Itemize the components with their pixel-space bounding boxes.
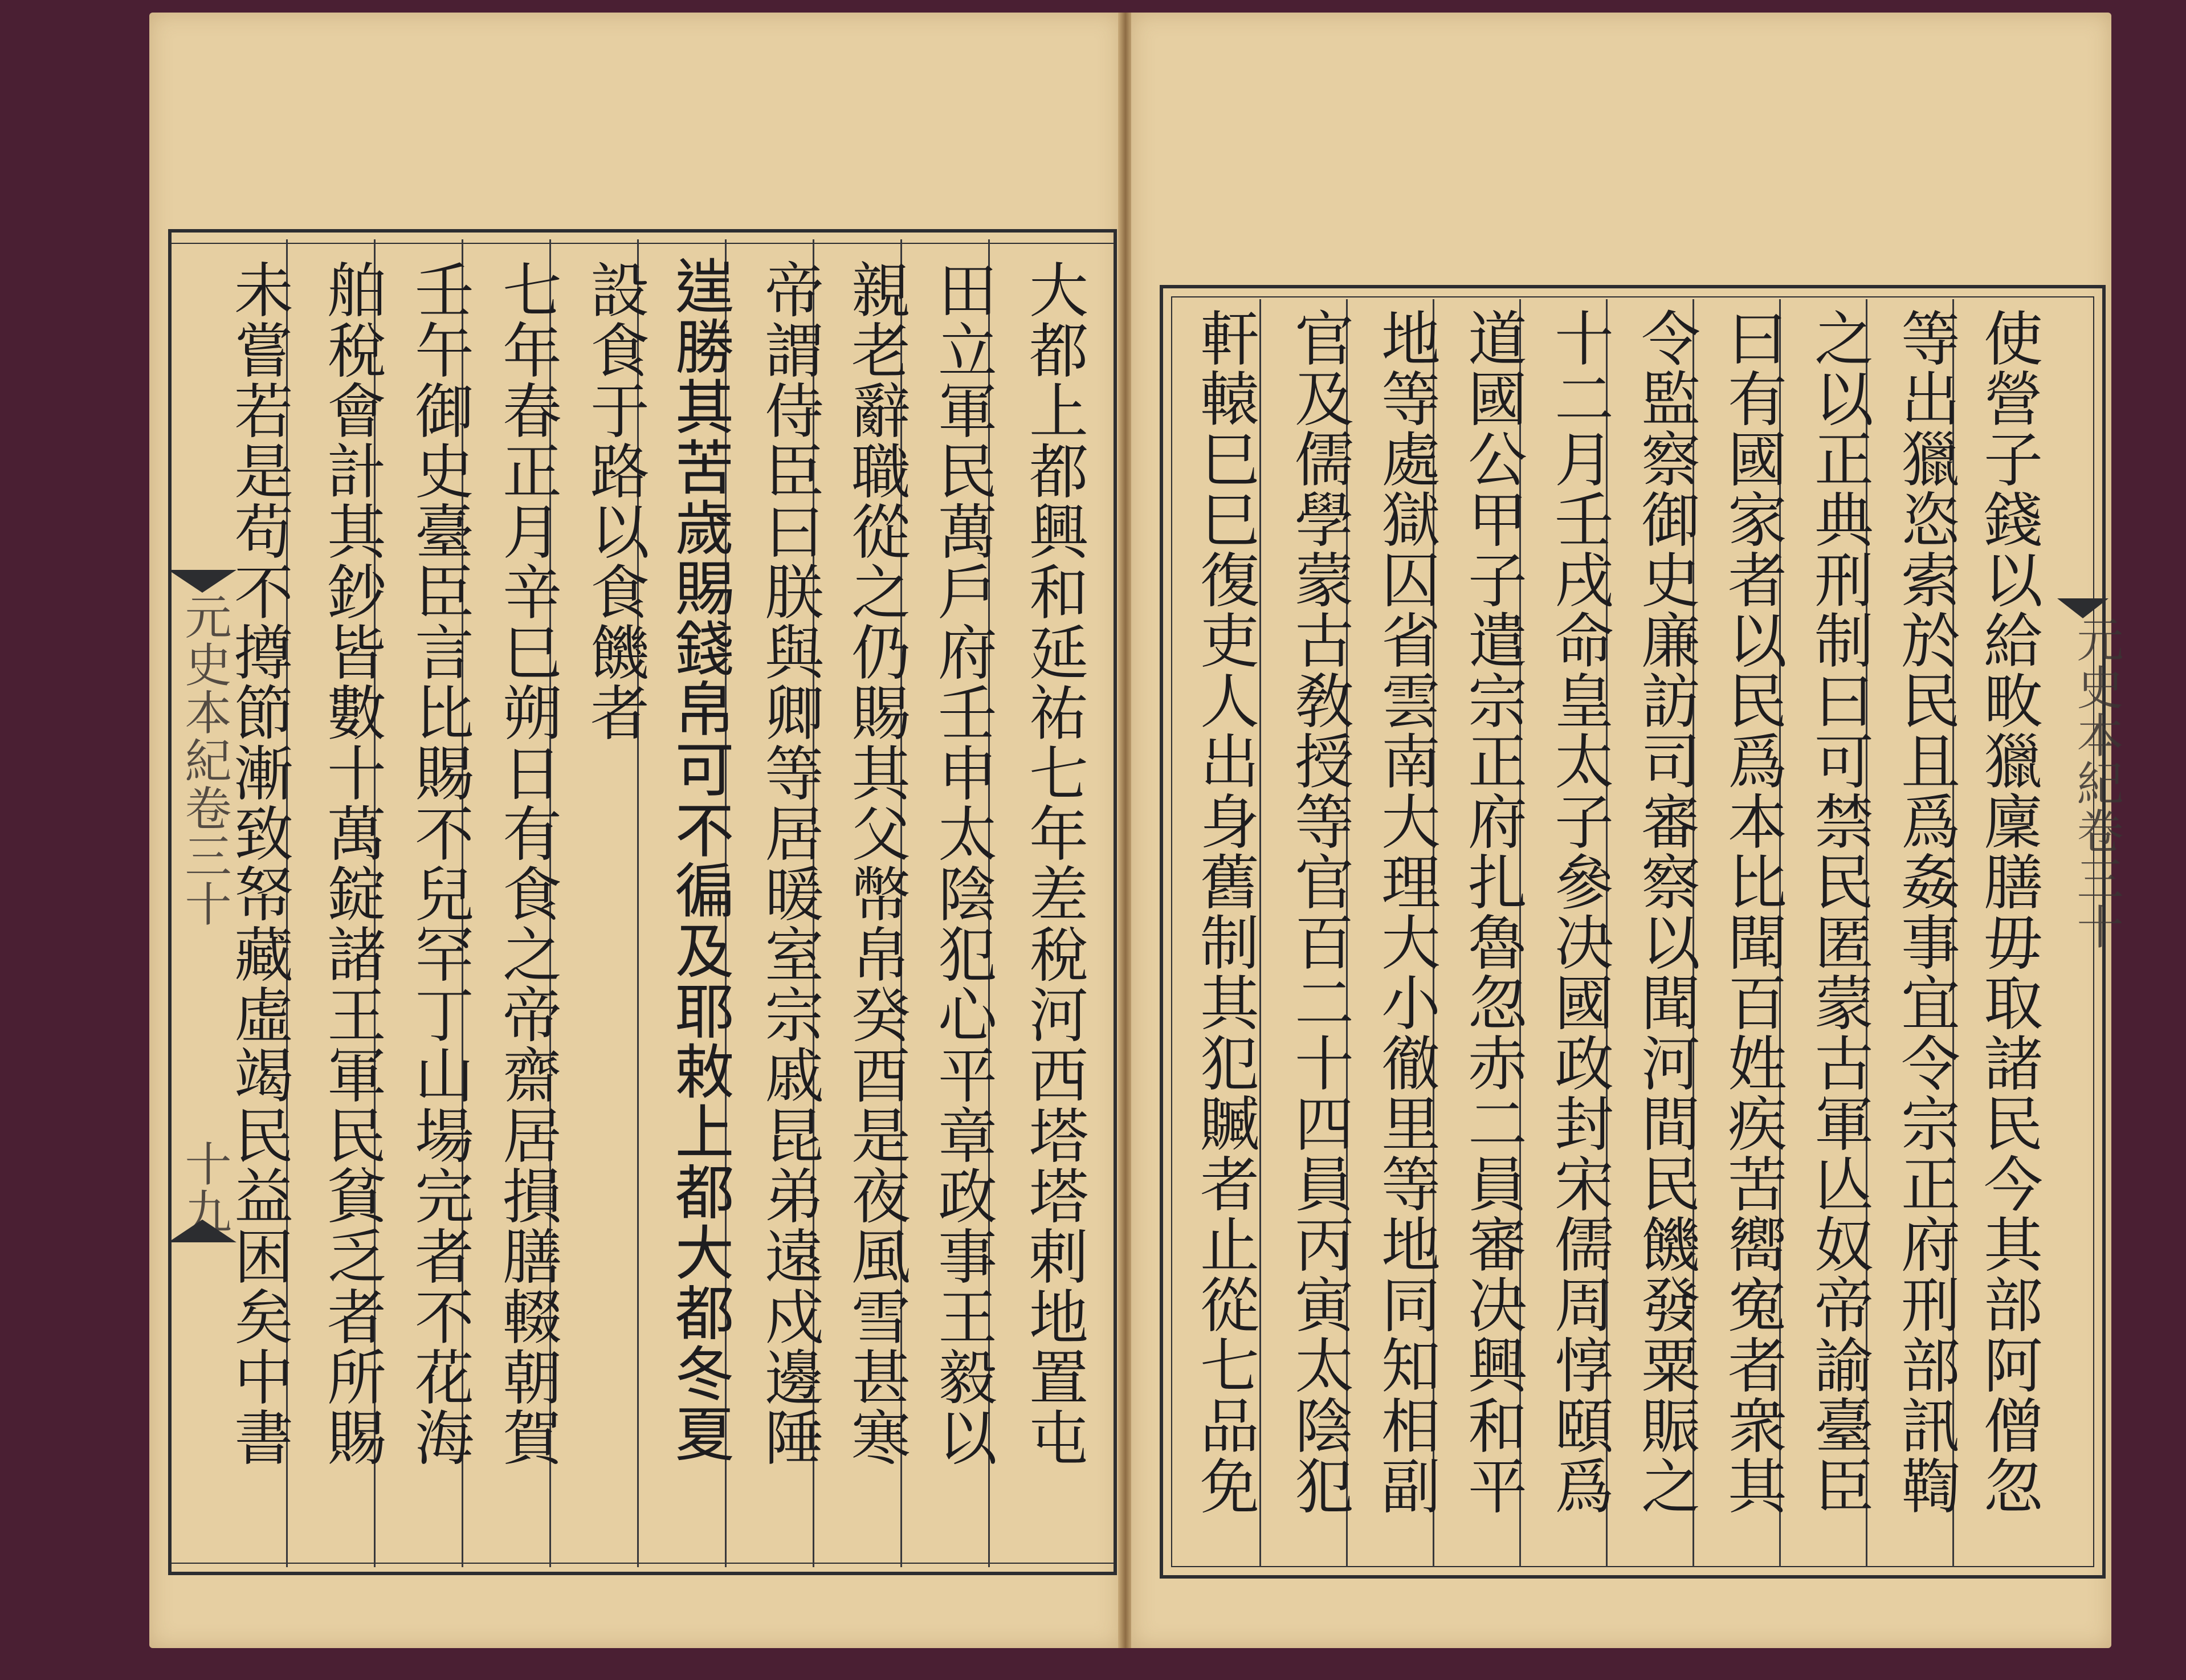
left-column-7: 七年春正月辛巳朔日有食之帝齋居損膳輟朝賀 (492, 259, 562, 1467)
right-column-8: 地等處獄囚省雲南大理大小徹里等地同知相副 (1371, 308, 1441, 1516)
left-column-4: 帝謂侍臣曰朕與卿等居暖室宗戚昆弟遠戍邊陲 (755, 259, 824, 1467)
left-column-8: 壬午御史臺臣言比賜不兒罕丁山場完者不花海 (405, 259, 474, 1467)
left-column-5: 𨓏勝其苦歲賜錢帛可不徧及耶敕上都大都冬夏 (668, 259, 737, 1467)
right-column-4: 曰有國家者以民爲本比聞百姓疾苦嚮寃者衆其 (1718, 308, 1787, 1516)
right-column-7: 道國公甲子遣宗正府扎魯忽赤二員審决興和平 (1458, 308, 1527, 1516)
right-column-10: 軒轅巳巳復吏人出身舊制其犯贓者止從七品免 (1190, 308, 1259, 1516)
right-column-9: 官及儒學蒙古敎授等官百二十四員丙寅太陰犯 (1284, 308, 1354, 1516)
right-margin-title: 元史本紀卷三十 (2069, 615, 2123, 951)
fish-tail-mark-right (2057, 598, 2108, 618)
left-column-6: 設食于路以食饑者 (580, 259, 650, 743)
right-column-2: 等出獵恣索於民且爲姦事宜令宗正府刑部訊鞫 (1891, 308, 1960, 1516)
left-margin-page-number: 十九 (177, 1140, 231, 1235)
right-column-5: 令監察御史廉訪司審察以聞河間民饑發粟賑之 (1631, 308, 1700, 1516)
left-column-3: 親老辭職從之仍賜其父幣帛癸酉是夜風雪甚寒 (841, 259, 911, 1467)
column-rule (1259, 299, 1261, 1567)
left-margin-title: 元史本紀卷三十 (177, 593, 231, 928)
left-column-2: 田立軍民萬戶府壬申太陰犯心平章政事王毅以 (928, 259, 997, 1467)
right-column-3: 之以正典刑制曰可禁民匿蒙古軍亾奴帝諭臺臣 (1804, 308, 1874, 1516)
right-column-6: 十二月壬戌命皇太子參决國政封宋儒周惇頤爲 (1544, 308, 1614, 1516)
right-column-1: 使營子錢以給畋獵廩膳毋取諸民今其部阿僧忽 (1973, 308, 2043, 1516)
left-column-10: 未嘗若是苟不撙節漸致帑藏虛竭民益困矣中書 (224, 259, 293, 1467)
left-column-1: 大都上都興和延祐七年差稅河西塔塔剌地置屯 (1019, 259, 1088, 1467)
left-column-9: 舶稅會計其鈔皆數十萬錠諸王軍民貧乏者所賜 (317, 259, 386, 1467)
